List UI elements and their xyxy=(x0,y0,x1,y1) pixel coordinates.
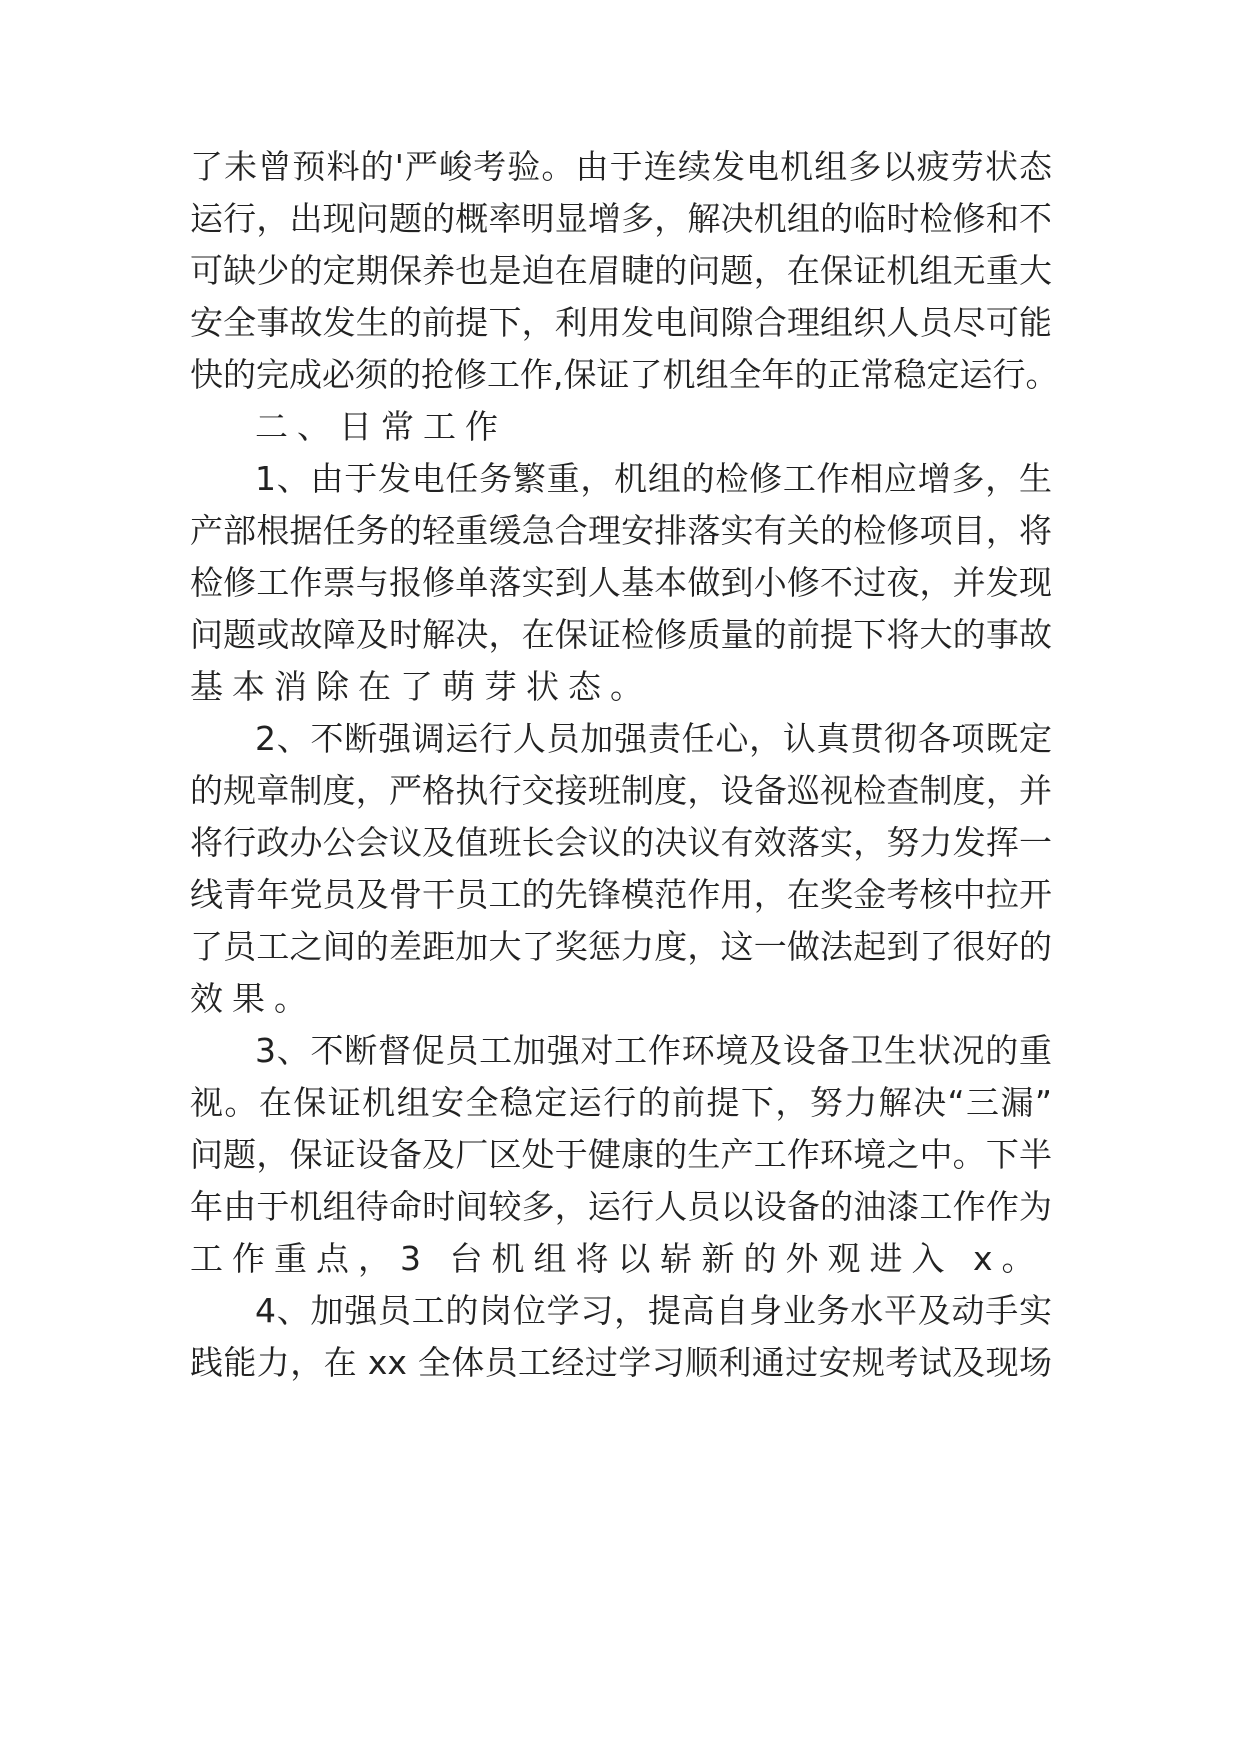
text-line xyxy=(0,1234,1241,1284)
line-text: 效果。 xyxy=(190,979,316,1018)
line-text: 检修工作票与报修单落实到人基本做到小修不过夜，并发现 xyxy=(190,563,1052,602)
line-text: 1、由于发电任务繁重，机组的检修工作相应增多，生 xyxy=(255,459,1052,498)
text-line xyxy=(0,818,1241,868)
text-line xyxy=(0,662,1241,712)
text-line xyxy=(0,246,1241,296)
line-text: 基本消除在了萌芽状态。 xyxy=(190,667,652,706)
text-line xyxy=(0,558,1241,608)
text-line xyxy=(0,974,1241,1024)
line-text: 践能力，在 xx 全体员工经过学习顺利通过安规考试及现场 xyxy=(190,1343,1052,1382)
line-text: 安全事故发生的前提下，利用发电间隙合理组织人员尽可能 xyxy=(190,303,1052,342)
text-line xyxy=(0,1078,1241,1128)
text-line xyxy=(0,298,1241,348)
line-text: 运行，出现问题的概率明显增多，解决机组的临时检修和不 xyxy=(190,199,1052,238)
heading-text: 二、日常工作 xyxy=(255,407,507,446)
line-text: 可缺少的定期保养也是迫在眉睫的问题，在保证机组无重大 xyxy=(190,251,1052,290)
text-line xyxy=(0,506,1241,556)
section-heading xyxy=(0,402,1241,452)
text-line xyxy=(0,1182,1241,1232)
line-text: 的规章制度，严格执行交接班制度，设备巡视检查制度，并 xyxy=(190,771,1052,810)
line-text: 工作重点，3 台机组将以崭新的外观进入 x。 xyxy=(190,1239,1044,1278)
line-text: 4、加强员工的岗位学习，提高自身业务水平及动手实 xyxy=(255,1291,1052,1330)
line-text: 视。在保证机组安全稳定运行的前提下，努力解决“三漏” xyxy=(190,1083,1052,1122)
line-text: 快的完成必须的抢修工作,保证了机组全年的正常稳定运行。 xyxy=(190,355,1059,394)
text-line xyxy=(0,766,1241,816)
text-line xyxy=(0,610,1241,660)
text-line xyxy=(0,1286,1241,1336)
line-text: 将行政办公会议及值班长会议的决议有效落实，努力发挥一 xyxy=(190,823,1052,862)
text-line xyxy=(0,350,1241,400)
text-line xyxy=(0,454,1241,504)
line-text: 2、不断强调运行人员加强责任心，认真贯彻各项既定 xyxy=(255,719,1052,758)
line-text: 线青年党员及骨干员工的先锋模范作用，在奖金考核中拉开 xyxy=(190,875,1052,914)
text-line xyxy=(0,194,1241,244)
line-text: 问题或故障及时解决，在保证检修质量的前提下将大的事故 xyxy=(190,615,1052,654)
line-text: 年由于机组待命时间较多，运行人员以设备的油漆工作作为 xyxy=(190,1187,1052,1226)
line-text: 产部根据任务的轻重缓急合理安排落实有关的检修项目，将 xyxy=(190,511,1052,550)
text-line xyxy=(0,1130,1241,1180)
line-text: 3、不断督促员工加强对工作环境及设备卫生状况的重 xyxy=(255,1031,1052,1070)
line-text: 了未曾预料的'严峻考验。由于连续发电机组多以疲劳状态 xyxy=(190,147,1052,186)
text-line xyxy=(0,142,1241,192)
text-line xyxy=(0,1026,1241,1076)
text-line xyxy=(0,1338,1241,1388)
text-line xyxy=(0,870,1241,920)
text-line xyxy=(0,714,1241,764)
line-text: 了员工之间的差距加大了奖惩力度，这一做法起到了很好的 xyxy=(190,927,1052,966)
text-line xyxy=(0,922,1241,972)
line-text: 问题，保证设备及厂区处于健康的生产工作环境之中。下半 xyxy=(190,1135,1052,1174)
